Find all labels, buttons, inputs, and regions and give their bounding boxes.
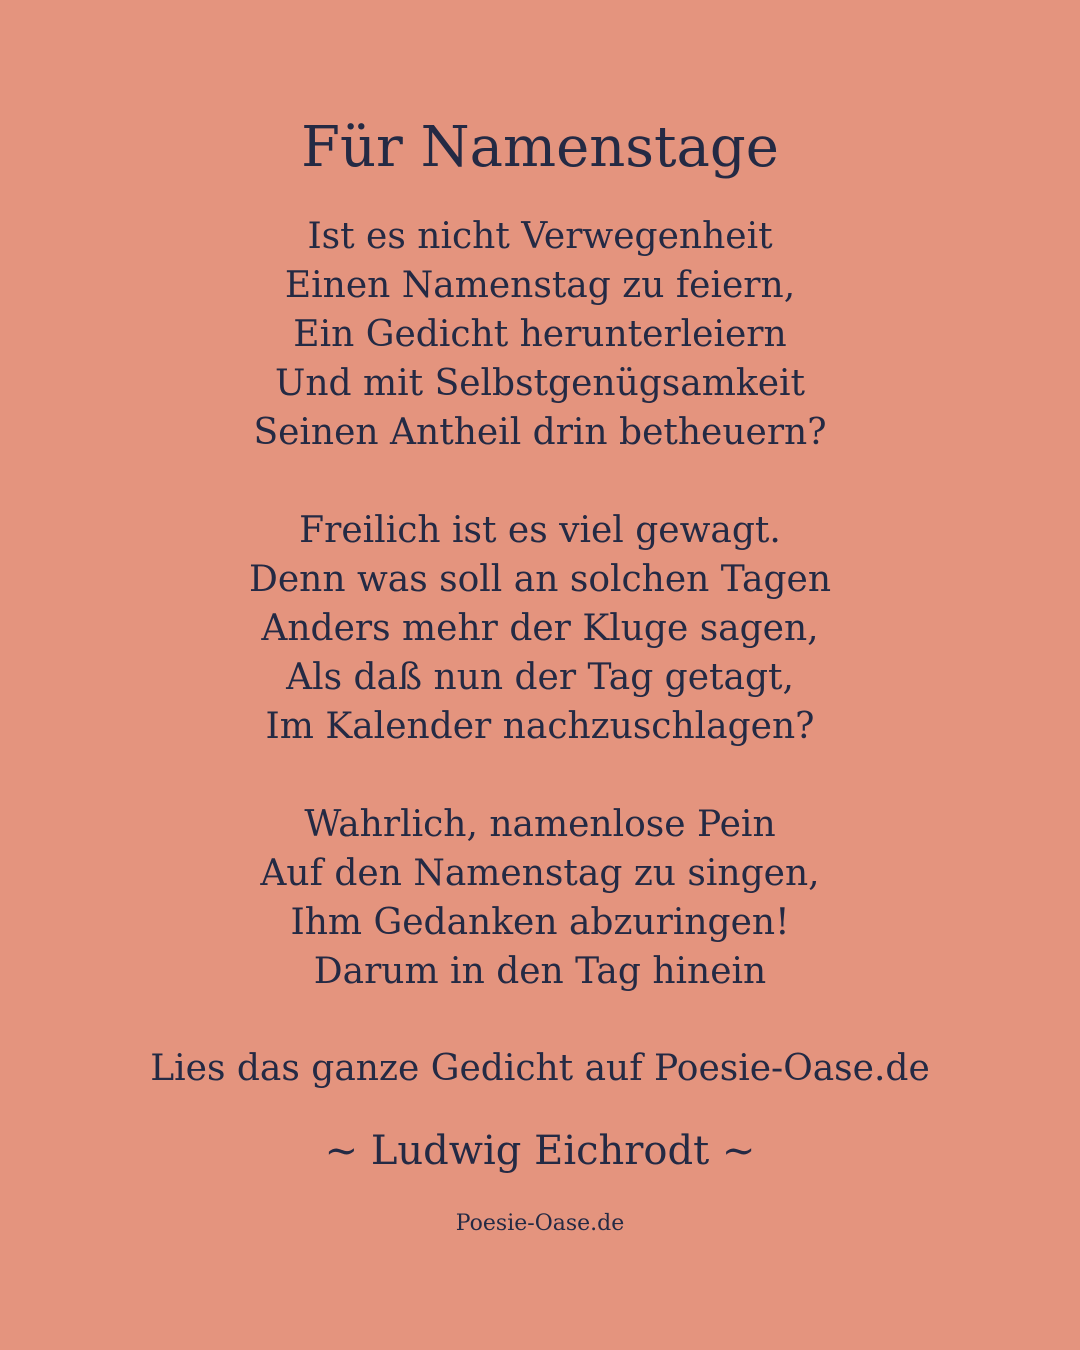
poem-line: Ein Gedicht herunterleiern [293, 314, 787, 355]
poem-line: Denn was soll an solchen Tagen [248, 559, 832, 600]
poem-line: Im Kalender nachzuschlagen? [265, 706, 815, 747]
poem-body [0, 212, 1080, 1045]
poem-line: Auf den Namenstag zu singen, [260, 853, 820, 894]
stanza-2 [0, 506, 1080, 751]
poem-line: Wahrlich, namenlose Pein [304, 804, 776, 845]
poem-line: Darum in den Tag hinein [313, 951, 767, 992]
poem-line: Seinen Antheil drin betheuern? [253, 412, 827, 453]
author-name: ~ Ludwig Eichrodt ~ [324, 1128, 756, 1174]
site-watermark: Poesie-Oase.de [455, 1211, 625, 1236]
poem-line: Ist es nicht Verwegenheit [307, 216, 773, 257]
poem-line: Und mit Selbstgenügsamkeit [275, 363, 805, 404]
poem-line: Ihm Gedanken abzuringen! [290, 902, 790, 943]
poem-line: Einen Namenstag zu feiern, [284, 265, 796, 306]
poem-line: Als daß nun der Tag getagt, [286, 657, 794, 698]
stanza-1 [0, 212, 1080, 457]
read-more-text: Lies das ganze Gedicht auf Poesie-Oase.de [150, 1048, 930, 1089]
poem-title: Für Namenstage [301, 115, 779, 180]
poem-line: Freilich ist es viel gewagt. [299, 510, 781, 551]
stanza-3 [0, 800, 1080, 996]
poem-line: Anders mehr der Kluge sagen, [261, 608, 819, 649]
